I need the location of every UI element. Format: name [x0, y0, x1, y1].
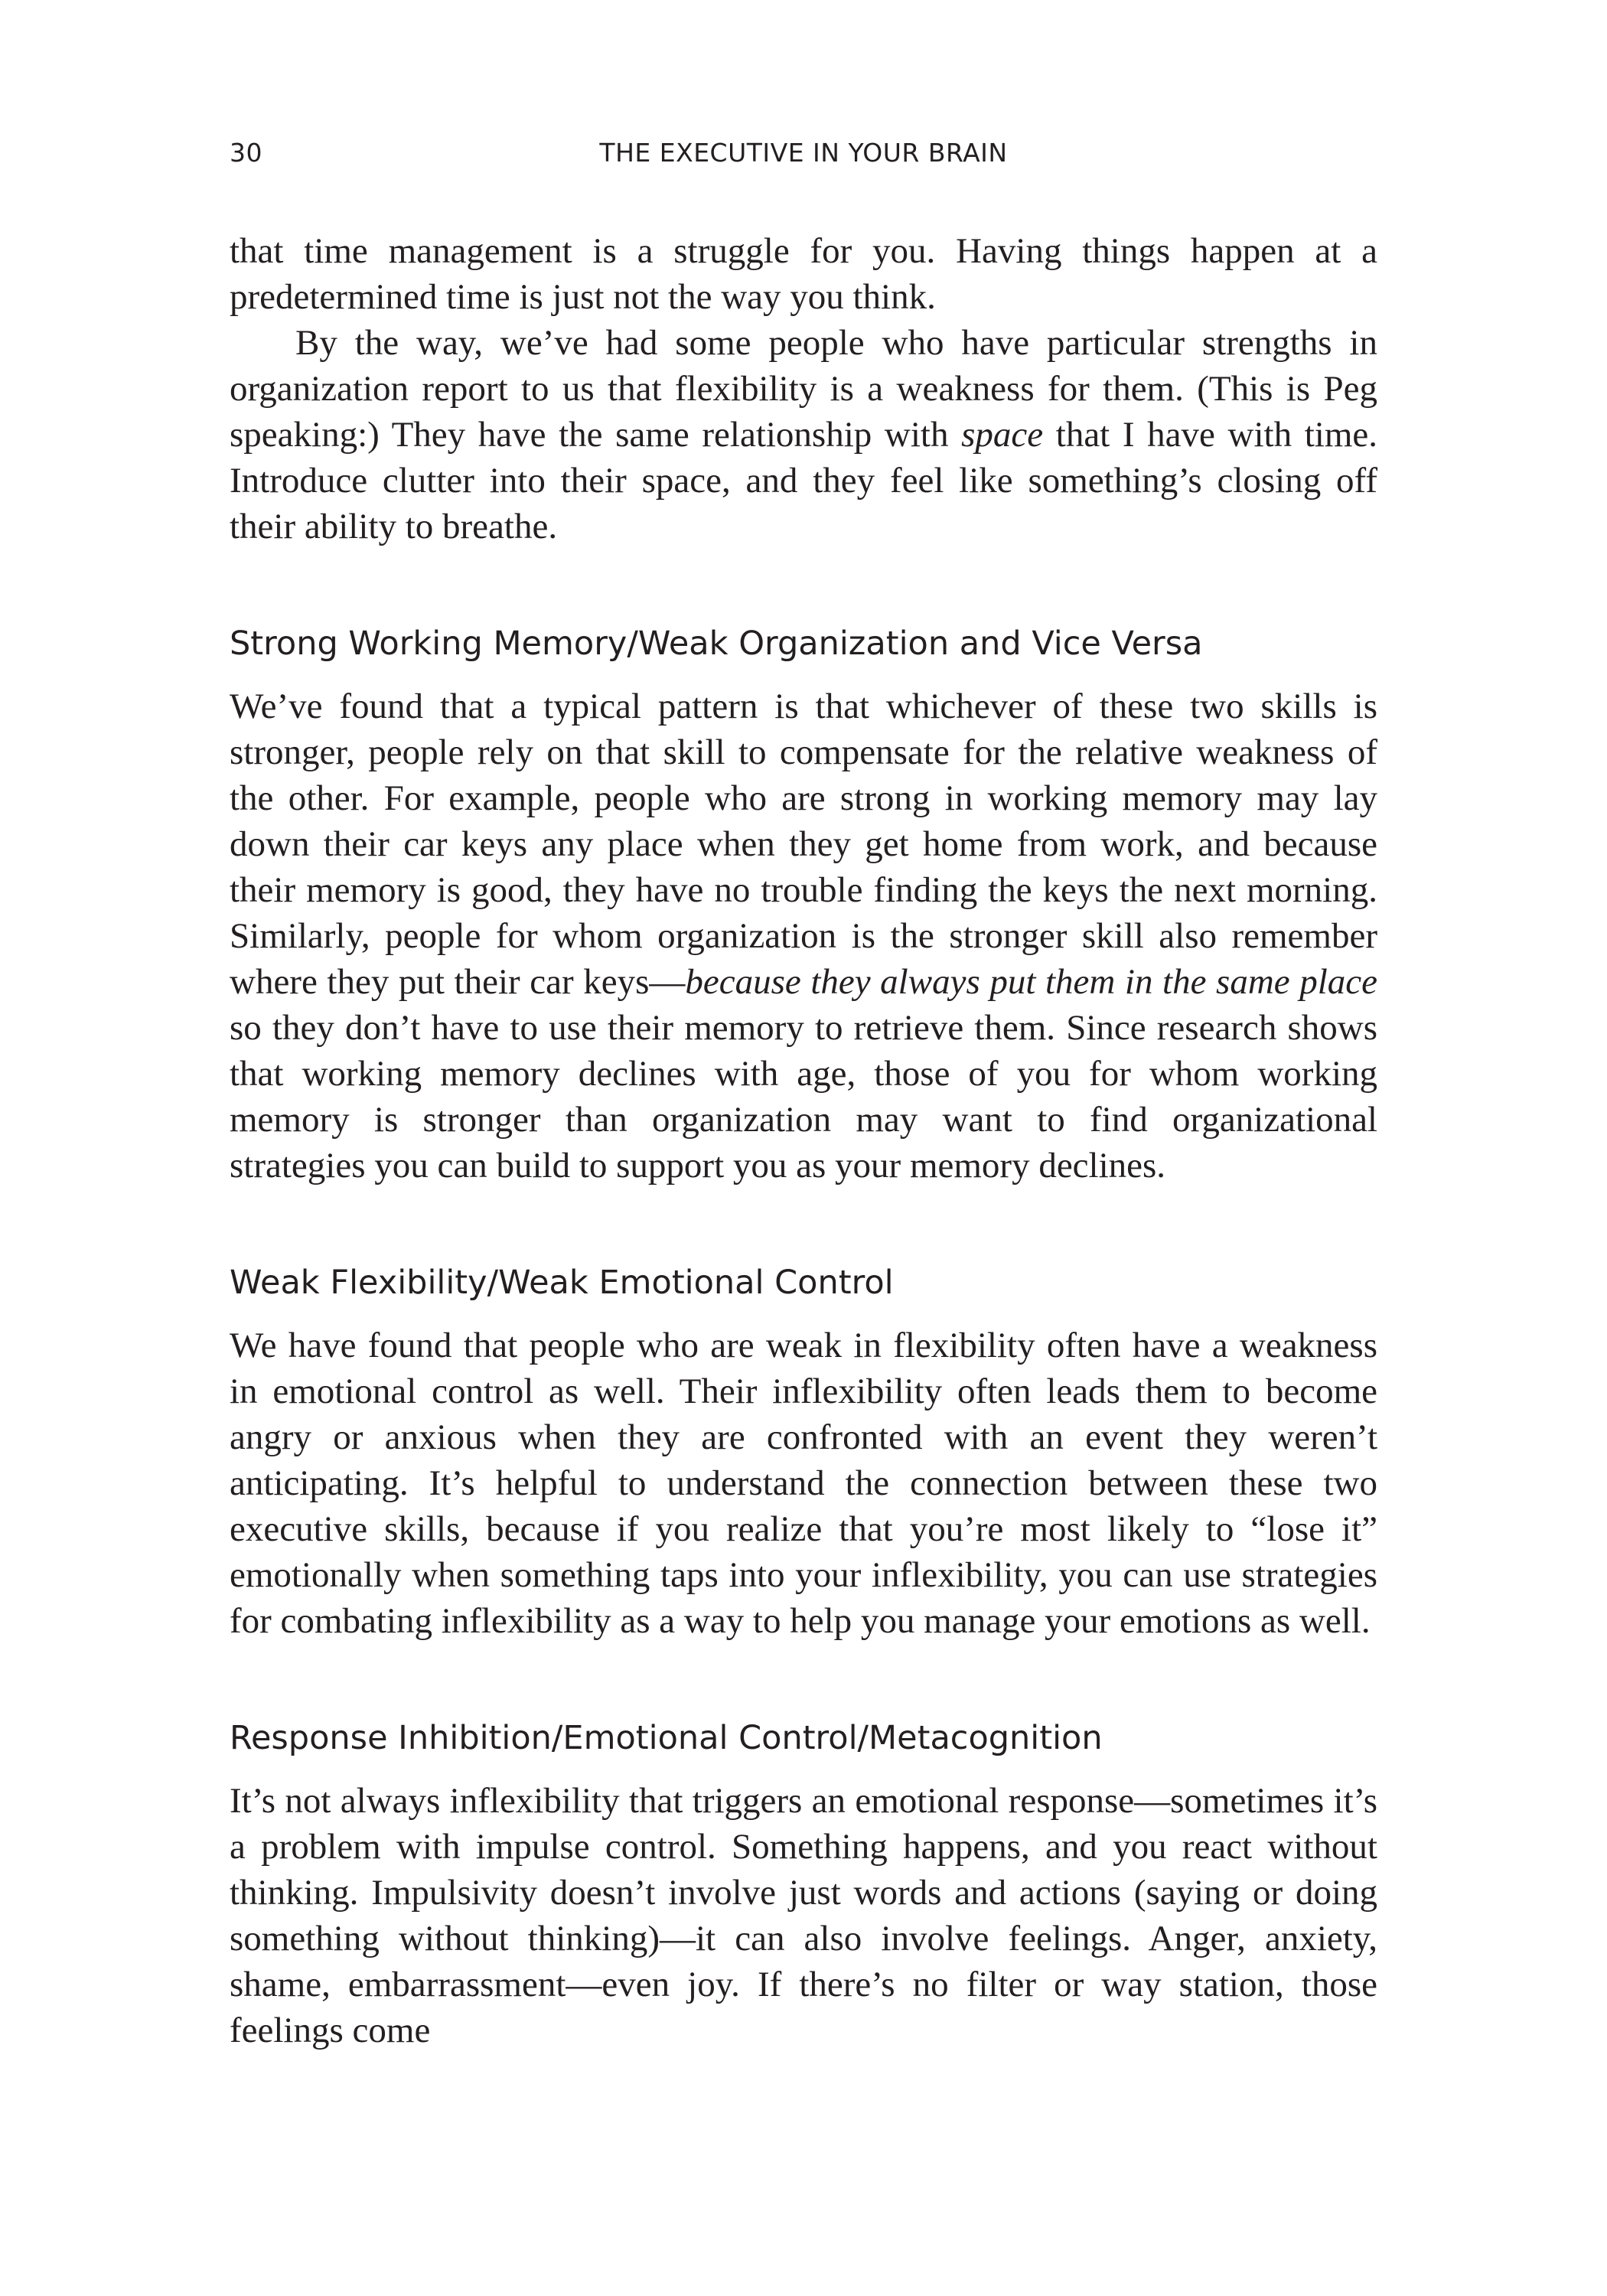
section-heading-flexibility: Weak Flexibility/Weak Emotional Control [230, 1264, 894, 1302]
section-text-response-inhibition: It’s not always inflexibility that triggers an emotional response—sometimes it’s a problem with impulse control. Something happens, and you react without thinking. Impulsivity doesn’t involve just words and actions (saying or doing something without thinking)—it can also involve feelings. Anger, anxiety, shame, embarrassment—even joy. If there’s no filter or way station, those feelings come [230, 1781, 1377, 2050]
paragraph-text: so they don’t have to use their memory to retrieve them. Since research shows that working memory declines with age, those of you for whom working memory is stronger than organization may want to find organizational strategies you can build to support you as your memory declines. [230, 1008, 1377, 1186]
section-text-flexibility: We have found that people who are weak in flexibility often have a weakness in emotional control as well. Their inflexibility often leads them to become angry or anxious when they are confronted with an event they weren’t anticipating. It’s helpful to understand the connection between these two executive skills, because if you realize that you’re most likely to “lose it” emotionally when something taps into your inflexibility, you can use strategies for combating inflexibility as a way to help you manage your emotions as well. [230, 1326, 1377, 1641]
running-title: THE EXECUTIVE IN YOUR BRAIN [599, 138, 1008, 168]
italic-emphasis: because they always put them in the same place [685, 962, 1377, 1002]
paragraph-text: By the way, we’ve had some people who have particular strengths in organization report to us that flexibility is a weakness for them. (This is Peg speaking:) They have the same relationship with [230, 323, 1377, 455]
running-head [230, 138, 1377, 176]
page-number: 30 [230, 138, 262, 168]
section-heading-response-inhibition: Response Inhibition/Emotional Control/Metacognition [230, 1719, 1103, 1757]
italic-emphasis: space [961, 415, 1044, 455]
body-text [230, 228, 1377, 2053]
section-heading-working-memory: Strong Working Memory/Weak Organization and Vice Versa [230, 625, 1203, 663]
paragraph-continued: that time management is a struggle for you. Having things happen at a predetermined time is just not the way you think. [230, 231, 1377, 317]
section-text-working-memory [230, 683, 1377, 1189]
paragraph-space-clutter [230, 320, 1377, 550]
paragraph-text: that I have with time. Introduce clutter into their space, and they feel like something’s closing off their ability to breathe. [230, 415, 1377, 546]
paragraph-text: We’ve found that a typical pattern is that whichever of these two skills is stronger, people rely on that skill to compensate for the relative weakness of the other. For example, people who are strong in working memory may lay down their car keys any place when they get home from work, and because their memory is good, they have no trouble finding the keys the next morning. Similarly, people for whom organization is the stronger skill also remember where they put their car keys— [230, 687, 1377, 1002]
